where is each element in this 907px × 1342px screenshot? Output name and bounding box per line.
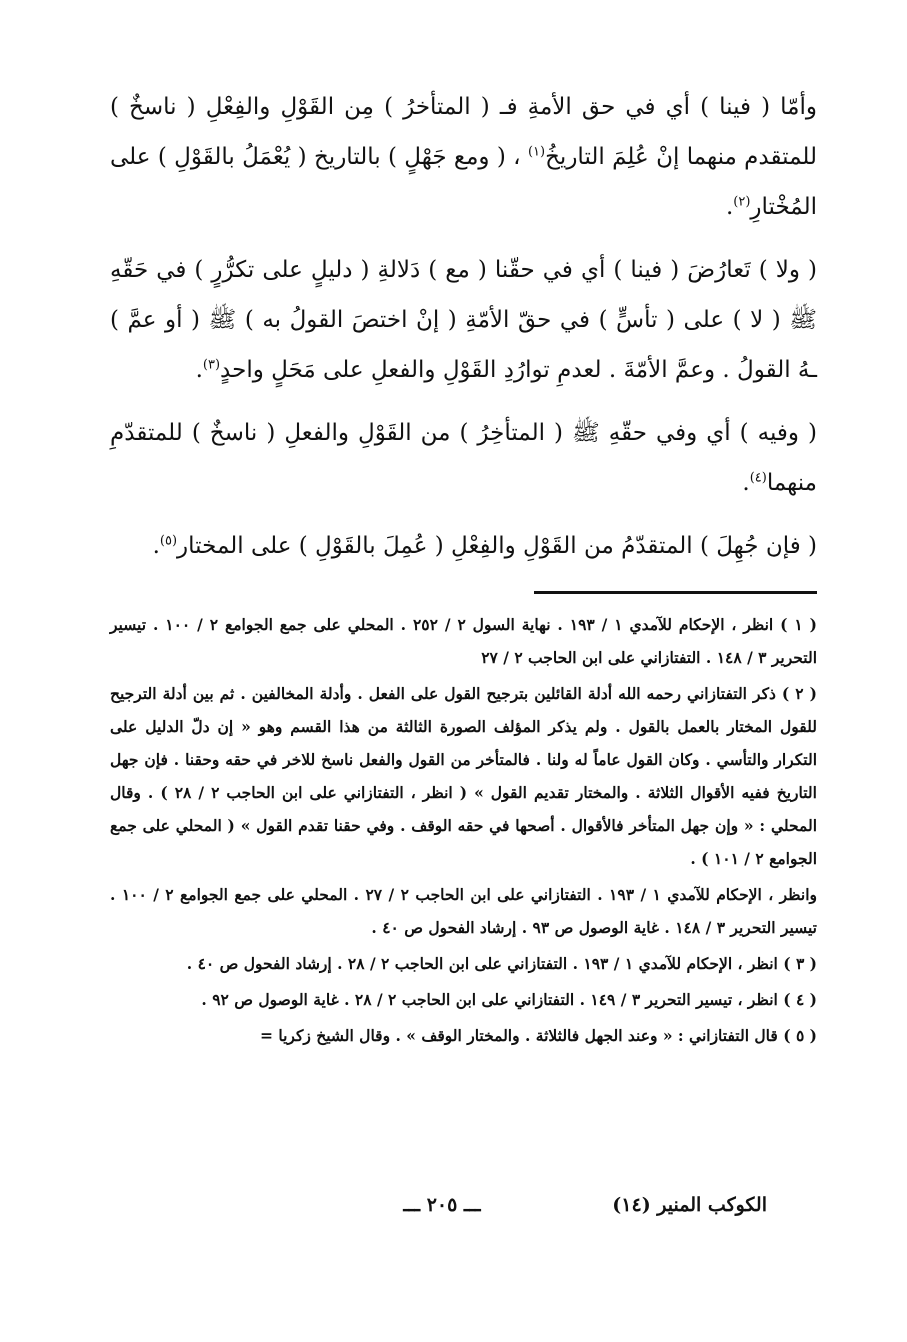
footnote-ref: (٥) (159, 533, 178, 549)
footnote-separator (534, 591, 817, 594)
footnote-ref: (٣) (202, 357, 221, 373)
footnote-ref: (٢) (733, 194, 751, 210)
main-paragraph: ( وفيه ) أي وفي حقّهِ ﷺ ( المتأخِرُ ) من القَوْلِ والفعلِ ( ناسخٌ ) للمتقدّمِ منهما$^{(٤)}$. (110, 420, 817, 496)
main-paragraph: ( فإن جُهِلَ ) المتقدّمُ من القَوْلِ والفِعْلِ ( عُمِلَ بالقَوْلِ ) على المختار$^{(٥)}$. (152, 533, 817, 559)
main-paragraph: ( ولا ) تَعارُضَ ( فينا ) أي في حقّنا ( مع ) دَلالةِ ( دليلٍ على تكرُّرٍ ) في حَقّهِ ﷺ ( لا ) على ( تأسٍّ ) في حقّ الأمّةِ ( إنْ اختصَ القولُ به ) ﷺ ( أو عمَّ ) ـهُ القولُ . وعمَّ الأمّةَ . لعدمِ توارُدِ القَوْلِ والفعلِ على مَحَلٍ واحدٍ$^{(٣)}$. (110, 257, 817, 383)
main-text (110, 82, 817, 571)
page-footer (140, 1194, 767, 1216)
footnotes (110, 608, 817, 1052)
main-paragraph: وأمّا ( فينا ) أي في حق الأمةِ فـ ( المتأخرُ ) مِن القَوْلِ والفِعْلِ ( ناسخٌ ) للمتقدم منهما إنْ عُلِمَ التاريخُ$^{(١)}$ ، ( ومع جَهْلٍ ) بالتاريخ ( يُعْمَلُ بالقَوْلِ ) على المُخْتارِ$^{(٢)}$. (110, 94, 817, 220)
book-title: الكوكب المنير (١٤) (612, 1194, 767, 1216)
footnote-ref: (٤) (749, 470, 767, 486)
footnote: ( ٥ ) قال التفتازاني : « وعند الجهل فالثلاثة . والمختار الوقف » . وقال الشيخ زكريا = (260, 1026, 817, 1045)
footnote: وانظر ، الإحكام للآمدي ١ / ١٩٣ . التفتازاني على ابن الحاجب ٢ / ٢٧ . المحلي على جمع الجوامع ٢ / ١٠٠ . تيسير التحرير ٣ / ١٤٨ . غاية الوصول ص ٩٣ . إرشاد الفحول ص ٤٠ . (110, 885, 817, 937)
footnote: ( ٤ ) انظر ، تيسير التحرير ٣ / ١٤٩ . التفتازاني على ابن الحاجب ٢ / ٢٨ . غاية الوصول ص ٩٢ . (201, 990, 817, 1009)
footnote-ref: (١) (527, 144, 546, 160)
footnote: ( ١ ) انظر ، الإحكام للآمدي ١ / ١٩٣ . نهاية السول ٢ / ٢٥٢ . المحلي على جمع الجوامع ٢ / ١٠٠ . تيسير التحرير ٣ / ١٤٨ . التفتازاني على ابن الحاجب ٢ / ٢٧ (110, 615, 817, 667)
footnote: ( ٣ ) انظر ، الإحكام للآمدي ١ / ١٩٣ . التفتازاني على ابن الحاجب ٢ / ٢٨ . إرشاد الفحول ص ٤٠ . (186, 954, 817, 973)
footnote: ( ٢ ) ذكر التفتازاني رحمه الله أدلة القائلين بترجيح القول على الفعل . وأدلة المخالفين . ثم بين أدلة الترجيح للقول المختار بالعمل بالقول . ولم يذكر المؤلف الصورة الثالثة من هذا القسم وهو « إن دلّ الدليل على التكرار والتأسي . وكان القول عاماً له ولنا . فالمتأخر من القول والفعل ناسخ للاخر في حقه وحقنا . فإن جهل التاريخ ففيه الأقوال الثلاثة . والمختار تقديم القول » ( انظر ، التفتازاني على ابن الحاجب ٢ / ٢٨ ) . وقال المحلي : « وإن جهل المتأخر فالأقوال . أصحها في حقه الوقف . وفي حقنا تقدم القول » ( المحلي على جمع الجوامع ٢ / ١٠١ ) . (110, 684, 818, 868)
page-number: ـــ ٢٠٥ ـــ (403, 1194, 481, 1216)
